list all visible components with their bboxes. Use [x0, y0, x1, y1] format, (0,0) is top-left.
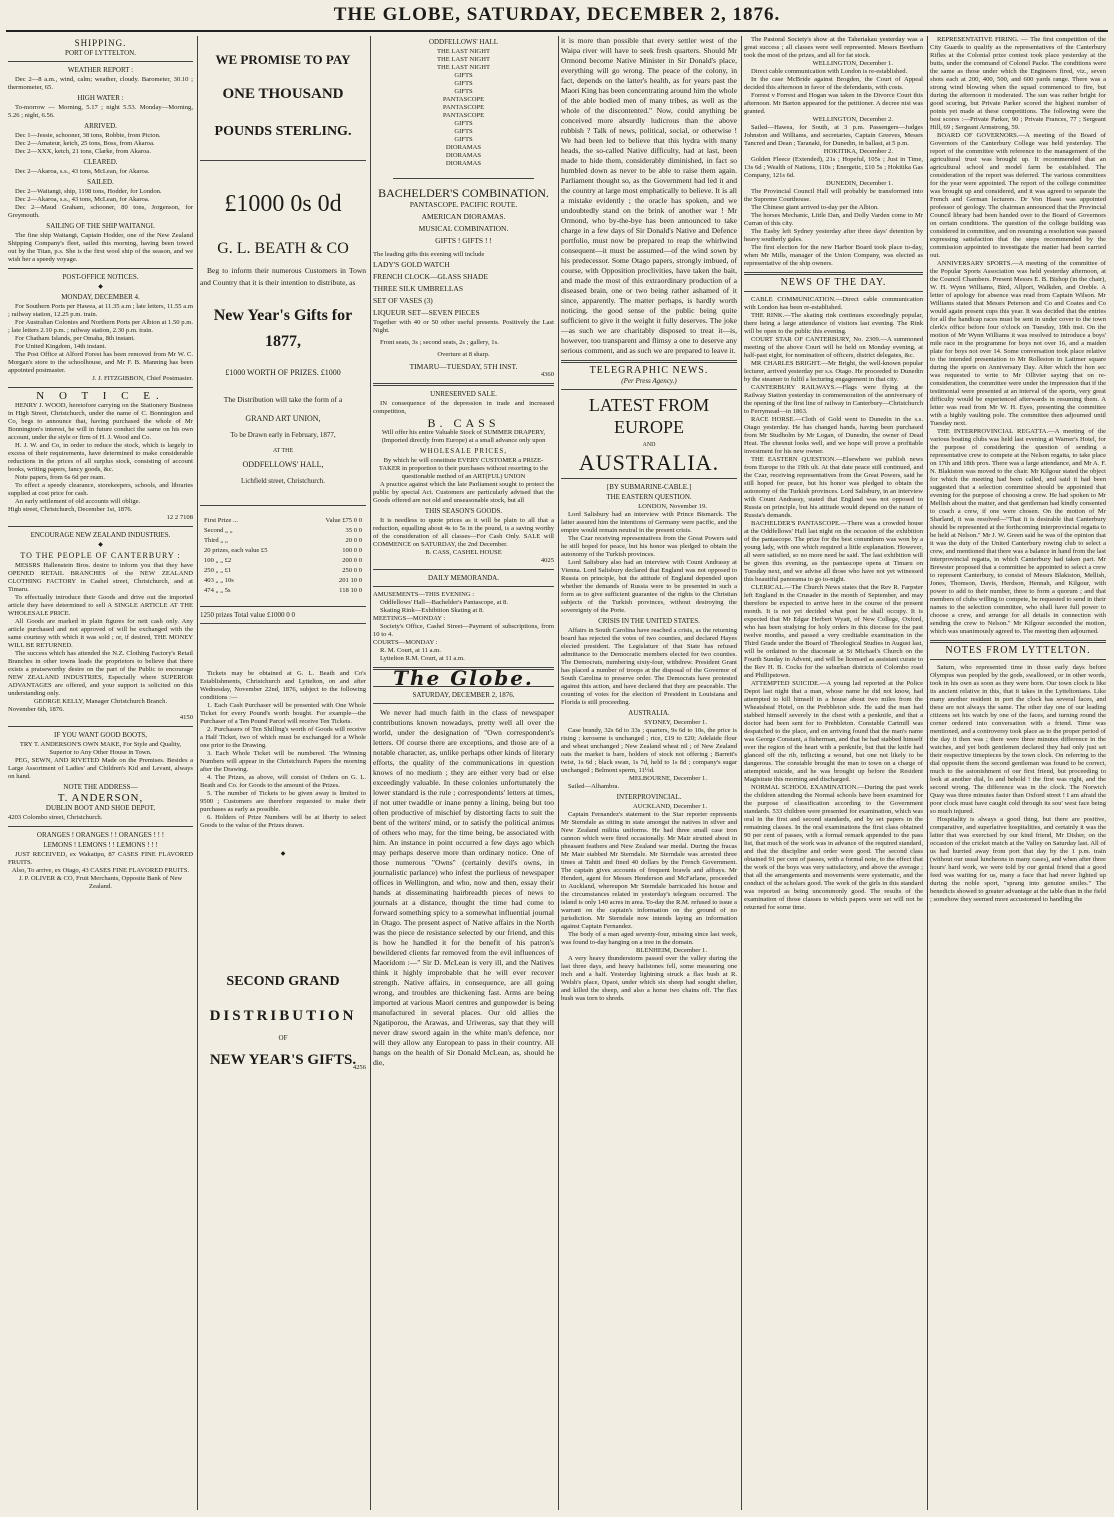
- cass-number: 4025: [540, 557, 554, 564]
- anderson-address: 4203 Colombo street, Christchurch.: [8, 814, 103, 821]
- timaru-number: 4360: [540, 371, 554, 378]
- fruit-text: JUST RECEIVED, ex Wakatipu, 87 CASES FINE FLAVORED FRUITS.: [8, 851, 193, 866]
- prize-label: 403 „ „ 10s: [204, 577, 234, 584]
- gift-line: LIQUEUR SET—SEVEN PIECES: [373, 308, 480, 317]
- bill-line: DIORAMAS: [445, 144, 482, 151]
- gift-line: FRENCH CLOCK—GLASS SHADE: [373, 272, 489, 281]
- prize-row: [204, 566, 362, 576]
- interprovincial-heading: INTERPROVINCIAL.: [616, 793, 682, 801]
- divider: [373, 569, 554, 570]
- masthead-rule: [6, 30, 1108, 32]
- bachelder-line: GIFTS ! GIFTS ! !: [435, 236, 492, 245]
- cass-text: By which he will constitute EVERY CUSTOMER a PRIZE-TAKER in proportion to their purchases without resorting to the questionable method of an ART(FUL) UNION: [378, 457, 549, 480]
- news-item: REPRESENTATIVE FIRING. — The first competition of the City Guards to qualify as the representatives of the Canterbury Rifles at the Colonial prize contest took place yesterday at the butts, under the command of Colonel Packe. The conditions were the same as those under which the Engineers fired, viz., seven shots each at 200, 400, 500, and 600 yards range. There was a strong wind blowing when the squad commenced to fire, but during the afternoon it moderated. The sun was rather bright for good scoring, but Private Parker scored the highest number of points yet made at these competitions. The following were the best scores :—Private Parker, 90 ; Private Frances, 77 ; Sergeant Hill, 69 ; Sergeant Armstrong, 59.: [930, 36, 1106, 131]
- bill-line: GIFTS: [454, 72, 473, 79]
- lichfield-line: Lichfield street, Christchurch.: [241, 477, 325, 485]
- amount-heading: £1000 0s 0d: [224, 191, 342, 217]
- column-6: [927, 36, 1108, 1510]
- bill-line: THE LAST NIGHT: [437, 56, 490, 63]
- boots-heading: IF YOU WANT GOOD BOOTS,: [53, 731, 147, 739]
- encourage-heading: ENCOURAGE NEW ZEALAND INDUSTRIES.: [30, 531, 171, 539]
- divider: [8, 61, 193, 62]
- column-3: [370, 36, 556, 1510]
- news-item: COURT STAR OF CANTERBURY, No. 2309.—A summoned meeting of the above Court will be held on Monday evening, at half-past eight, for nomination of officers, district delegates, &c.: [744, 336, 923, 359]
- prize-row: [204, 586, 362, 596]
- post-item: For Australian Colonies and Northern Ports per Albion at 1.50 p.m. ; late letters 2.10 p.m. ; railway station, 2.30 p.m. train.: [8, 319, 193, 334]
- people-text: The success which has attended the N.Z. Clothing Factory's Retail Branches in other towns leads the proprietors to believe that there exists a praiseworthy desire on the part of the Public to encourage NEW ZEALAND INDUSTRIES, Especially where SUPERIOR ADVANTAGES are offered, and your support is solicited on this understanding only.: [8, 650, 193, 697]
- boots-text: PEG, SEWN, AND RIVETED Made on the Premises. Besides a Large Assortment of Ladies' and Children's Kid and Levant, always on hand.: [8, 757, 193, 780]
- news-item: THE EASTERN QUESTION.—Elsewhere we publish news from Europe to the 19th ult. At that date peace still continued, and the Czar, receiving representatives from the Great Powers, said he still hoped for peace, but his honor was pledged to obtain the autonomy of the Turkish provinces. Lord Salisbury, in an interview with Count Andrassy, stated that England was not opposed to Russia on principle, but his attitude would depend on the nature of Russia's demands.: [744, 456, 923, 519]
- port-heading: PORT OF LYTTELTON.: [65, 49, 136, 57]
- arrived-heading: ARRIVED.: [84, 122, 117, 130]
- memo-item: Oddfellows' Hall—Bachelder's Pantascope, at 8.: [380, 599, 508, 606]
- prize-label: Second „ „: [204, 527, 233, 534]
- news-item: Case brandy, 32s 6d to 33s ; quarters, 9s 6d to 10s, the price is rising ; kerosene is unchanged ; rice, £19 to £20; Adelaide flour and wheat unchanged ; New Zealand wheat nil ; of New Zealand oats the market is bare, holders of stock not offering ; Barrett's twist, 1s 6d ; black swan, 1s 7d, held to 1s 8d ; company's sugar unchanged ; Belmont sperm, 11½d.: [561, 727, 737, 774]
- prize-value: 20 0 0: [345, 537, 362, 544]
- hall-heading: ODDFELLOWS' HALL: [428, 38, 499, 46]
- news-item: CABLE COMMUNICATION.—Direct cable communication with London has been re-established.: [744, 296, 923, 311]
- news-item: The body of a man aged seventy-four, missing since last week, was found to-day hanging on a tree in the domain.: [561, 931, 737, 946]
- prize-value: 35 0 0: [345, 527, 362, 534]
- bill-line: GIFTS: [454, 136, 473, 143]
- divider: [200, 606, 366, 607]
- people-text: MESSRS Hallenstein Bros. desire to inform you that they have OPENED RETAIL BRANCHES of the NEW ZEALAND CLOTHING FACTORY in Cashel street, Christchurch, and at Timaru.: [8, 562, 193, 593]
- sailed-item: Dec 2—Akaroa, s.s., 43 tons, McLean, for Akaroa.: [15, 196, 150, 203]
- boots-address-heading: NOTE THE ADDRESS—: [63, 783, 138, 791]
- post-item: For Southern Ports per Hawea, at 11.35 a.m ; late letters, 11.55 a.m ; railway station, 12.25 p.m. train.: [8, 303, 193, 318]
- sailed-item: Dec 2—Waitangi, ship, 1198 tons, Hodder, for London.: [15, 188, 162, 195]
- bill-line: PANTASCOPE: [442, 104, 485, 111]
- season-line: THIS SEASON'S GOODS.: [424, 507, 503, 515]
- dateline: MELBOURNE, December 1.: [628, 775, 707, 782]
- double-divider: [373, 383, 554, 386]
- news-item: A very heavy thunderstorm passed over the valley during the last three days, and heavy hailstones fell, some measuring one inch and a half. Yesterday lightning struck a flax bush at R. Welsh's place, Opaoi, under which six sheep had sought shelter, and killed the sheep, and also a horse two chains off. The flax bush was torn to shreds.: [561, 955, 737, 1002]
- news-item: The Easby left Sydney yesterday after three days' detention by heavy southerly gales.: [744, 228, 923, 243]
- news-item: Sailed—Hawea, for South, at 3 p.m. Passengers—Judges Johnston and Williams, and secretaries, Captain Greeves, Messrs Tancred and Dean ; Taranaki, for Dunedin, in ballast, at 5 p.m.: [744, 124, 923, 147]
- divider: [373, 703, 554, 704]
- people-text: All Goods are marked in plain figures for nett cash only. Any article purchased and not approved of will be exchanged with the same courtesy with which it was sold ; or, if desired, THE MONEY WILL BE RETURNED.: [8, 618, 193, 649]
- divider: [744, 291, 923, 292]
- post-signature: J. J. FITZGIBBON, Chief Postmaster.: [92, 375, 193, 382]
- column-1: [6, 36, 195, 1510]
- dateline: SYDNEY, December 1.: [644, 719, 707, 726]
- news-item: Lord Salisbury also had an interview with Count Andrassy at Vienna. Lord Salisbury declared that England was not opposed to Russia on principle, but the attitude of England depended upon whether the demands of Russia were to be presented in such a form as to give sufficient guarantee of the rights to the Christian subjects of the Turkish provinces, without destroying the sovereignty of the Porte.: [561, 559, 737, 614]
- meetings-heading: MEETINGS—MONDAY :: [373, 615, 446, 622]
- memo-item: Society's Office, Cashel Street—Payment of subscriptions, from 10 to 4.: [373, 623, 554, 638]
- prize-row: [204, 526, 362, 536]
- news-item: Saturn, who represented time in those early days before Olympus was peopled by the gods, swallowed, or in other words, took in his own as soon as they were born. Our town clock is like its ancient relative in this, that it takes in the Lytteltonians. Like many another resident in port the clock has several faces, and these are not always the same. The other day one of our leading citizens set his watch by one of the faces, and turning round the corner ordered into conversation with a friend. Time was mentioned, and a controversy took place as to the proper period of the day it then was ; there were three minutes difference in the watches, and yet both gentlemen declared they had only just set their respective timepieces by the town clock. On referring to the dial opposite them the second gentleman was found to be correct, much to the astonishment of our first friend, but proceeding to look at another dial, lo and behold ! the first was right, and the second wrong. The difference was in the clock. The Norwich Quay was three minutes faster than Oxford street ! I am afraid the poor clock must have caught cold through its sou' west face being so much injured.: [930, 664, 1106, 815]
- thousand-heading: ONE THOUSAND: [222, 86, 344, 102]
- people-text: To effectually introduce their Goods and drive out the imported article they have determined to sell A SINGLE ARTICLE AT THE WHOLESALE PRICE.: [8, 594, 193, 617]
- waitangi-heading: SAILING OF THE SHIP WAITANGI.: [46, 222, 155, 230]
- people-signature: GEORGE KELLY, Manager Christchurch Branch.: [33, 698, 168, 705]
- weather-report: Dec 2—8 a.m., wind, calm; weather, cloudy. Barometer, 30.10 ; thermometer, 65.: [8, 76, 193, 91]
- bill-line: GIFTS: [454, 80, 473, 87]
- agency-line: (Per Press Agency.): [621, 377, 677, 385]
- second-heading: SECOND GRAND: [226, 974, 340, 989]
- post-item: For United Kingdom, 14th instant.: [15, 343, 107, 350]
- telegraphic-heading: TELEGRAPHIC NEWS.: [589, 365, 709, 376]
- post-item: The Post Office at Alford Forest has been removed from Mr W. C. Morgan's store to the schoolhouse, and Mr F. B. Manning has been appointed postmaster.: [8, 351, 193, 374]
- bill-line: DIORAMAS: [445, 152, 482, 159]
- dateline: WELLINGTON, December 2.: [812, 116, 893, 123]
- memo-item: Lyttelton R.M. Court, at 11 a.m.: [380, 655, 465, 662]
- prize-row: [204, 576, 362, 586]
- dateline: BLENHEIM, December 1.: [635, 947, 707, 954]
- prize-total: 1250 prizes Total value £1000 0 0: [200, 611, 296, 619]
- ornament-icon: ◆: [98, 284, 103, 290]
- prize-row: [204, 546, 362, 556]
- arrived-item: Dec 2—XXX, ketch, 21 tons, Clarke, from Akaroa.: [15, 148, 151, 155]
- news-item: Forrest v Forrest and Hogan was taken in the Divorce Court this afternoon. Mr Barton appeared for the petitioner. A decree nisi was granted.: [744, 92, 923, 115]
- gift-line: THREE SILK UMBRELLAS: [373, 284, 463, 293]
- news-item: Hospitality is always a good thing, but there are positive, comparative, and superlative hospitalities, and certainly it was the latter that was exercised by our kind friend, Mr Disher, on the occasion of the cricket match at the Valley on Saturday last. All of us had hurried away from port that day by the 1 p.m. train (without our usual luncheons in many cases), and when after three hours' hard work, we were told by our genial friend that a good feed was waiting for us, many a face that had never lighted up during the noble sport, "sprang into genuine smiles." The benedicts showed to greater advantage at the table than in the field ; somehow they seemed more accustomed to handling the: [930, 816, 1106, 903]
- news-of-day-heading: NEWS OF THE DAY.: [780, 277, 887, 288]
- notice-address: High street, Christchurch, December 1st, 1876.: [8, 506, 133, 513]
- eastern-heading: THE EASTERN QUESTION.: [606, 493, 692, 501]
- dateline: LONDON, November 19.: [638, 503, 707, 510]
- divider: [8, 526, 193, 527]
- prize-label: 100 „ „ £2: [204, 557, 232, 564]
- prize-value: 201 10 0: [338, 577, 362, 584]
- notice-heading: N O T I C E.: [36, 390, 165, 402]
- news-item: Direct cable communication with London is re-established.: [751, 68, 908, 75]
- prize-label: 20 prizes, each value £5: [204, 547, 268, 554]
- news-item: ANNIVERSARY SPORTS.—A meeting of the committee of the Popular Sports Association was held yesterday afternoon, at the Council Chambers. Present Messrs E. B. Bishop (in the chair), W. H. Wynn Williams, Bird, Allport, Walkden, and Oreble. A letter of apology for absence was read from Captain Wilson. Mr Williams stated that Messrs Peterson and Co and Coates and Co would again present cups this year. It was decided that the entries for all the handicap races must be sent in under cover to the town clerk's office before four o'clock on Tuesday, 19th inst. On the motion of Mr Wynn Williams it was resolved to introduce a boys' mile race in the programme for boys not over 16, and a maiden plate for boys not over 14. Some conversation took place relative to the intended presentation to Mr Rolleston in Latimer square during the sports on Anniversary Day. After which the hon sec was requested to write to Mr Ollivier saying that on re-consideration, the committee were under the impression that if the testimonial were presented at an interval of the sports, very great difficulty would be experienced afterwards in resuming them. A letter was read from Mr W. H. Eyes, presenting the committee with a highly vaulting pole. The committee then adjourned until Tuesday next.: [930, 260, 1106, 427]
- hall-line: ODDFELLOWS' HALL,: [242, 460, 324, 469]
- leading-text: The leading gifts this evening will include: [373, 251, 485, 258]
- news-item: BOARD OF GOVERNORS.—A meeting of the Board of Governors of the Canterbury College was held yesterday. The report of the committee with reference to the management of the agricultural trust was brought up. It recommended that an agricultural school and model farm be established. The consideration of the report was deferred. The various committees for the year were appointed. The report of the college committee was brought up and considered, and it was agreed to separate the French and German lecturers. Dr Von Haast was appointed professor of geology. The chairman announced that the Provincial Council library had been handed over to the Board of Governors on certain conditions. The question of the college building was considered in committee, and on resuming a resolution was passed expressing satisfaction that the steps recommended by the commission appointed to investigate the matter had been carried out.: [930, 132, 1106, 259]
- beath-text: Beg to inform their numerous Customers in Town and Country that it is their intention to distribute, as: [200, 266, 366, 287]
- news-item: The first election for the new Harbor Board took place to-day, when Mr Mills, manager of the Union Company, was elected as representative of the ship owners.: [744, 244, 923, 267]
- and-line: AND: [642, 442, 656, 448]
- overture-text: Overture at 8 sharp.: [437, 351, 490, 358]
- cass-text: Will offer his entire Valuable Stock of SUMMER DRAPERY, (Imported directly from Europe) at a small advance only upon: [381, 429, 546, 444]
- condition-item: 1. Each Cash Purchaser will be presented with One Whole Ticket for every Pound's worth bought. For example—the Purchaser of a Ten Pound Parcel will receive Ten Tickets.: [200, 702, 366, 725]
- prize-value: Value £75 0 0: [325, 517, 362, 524]
- news-item: THE RINK.—The skating rink continues exceedingly popular, there being a large attendance of visitors last evening. The Rink will be open to the public this evening.: [744, 312, 923, 335]
- distribution-heading: DISTRIBUTION: [209, 1008, 357, 1024]
- bachelder-line: PANTASCOPE. PACIFIC ROUTE.: [409, 200, 518, 209]
- tickets-text: Tickets may be obtained at G. L. Beath and Co's Establishments, Christchurch and Lyttelton, on and after Wednesday, November 22nd, 1876, subject to the following conditions :—: [200, 670, 366, 701]
- news-item: Captain Fernandez's statement to the Star reporter represents Mr Sterndale as sitting in state amongst the natives in silver and New Zealand militia uniforms. He had three small case iron cannon which were fired occasionally. Mr Mair strutted about in pheasant feathers and New Zealand war medal. During the fracas Mr Mair stabbed Mr Sterndale. Mr Sterndale was arrested three times at Tahiti and fined 40 dollars by the French Government. The captain gives accounts of frequent brawls and affrays. Mr Hendert, agent for Messrs Henderson and McFarlane, proceeded to Auckland, whereupon Mr Sterndale barricaded his house and the circumstances related in yesterday's telegram occurred. The island is only 140 acres in area. To-day the R.M. refused to issue a warrant on the captain's information on the ground of no jurisdiction. Mr Sterndale now intends laying an information against Captain Fernandez.: [561, 811, 737, 930]
- us-heading: CRISIS IN THE UNITED STATES.: [598, 617, 700, 625]
- notice-text: An early settlement of old accounts will oblige.: [15, 498, 141, 505]
- masthead: THE GLOBE, SATURDAY, DECEMBER 2, 1876.: [333, 4, 781, 25]
- prize-label: First Prize ...: [204, 517, 238, 524]
- dateline: AUCKLAND, December 1.: [633, 803, 707, 810]
- dateline: DUNEDIN, December 1.: [825, 180, 893, 187]
- people-number: 4150: [179, 714, 193, 721]
- double-divider: [744, 272, 923, 275]
- post-date: MONDAY, DECEMBER 4.: [61, 293, 140, 301]
- news-item: NORMAL SCHOOL EXAMINATION.—During the past week the children attending the Normal schools have been examined for the purpose of classification according to the Government standards. 533 children were presented for examination, which was oral in the first and second standards, and by set papers in the remaining classes. In the oral examinations the first class obtained 90 per cent of passes, with a formal remark appended to the pass list, that much of the work was in advance of the required standard, and that the discipline and order were good. The second class obtained 91 per cent of passes, with a formal note, to the effect that the work of the boys was very satisfactory, and above the average ; that all the arrangements and movements were systematic, and the conduct of the scholars good. The work of the girls in this standard was reported as being uncommonly good. The results of the examination of those classes to which papers were set will not be returned for some time.: [744, 784, 923, 911]
- cass-text: It is needless to quote prices as it will be plain to all that a reduction, equalling about 4s to 5s in the pound, is a saving worthy of the consideration of all classes—For Cash Only. SALE will COMMENCE on SATURDAY, the 2nd December.: [373, 517, 554, 548]
- gift-list: [373, 259, 554, 319]
- double-divider: [561, 360, 737, 363]
- wholesale-line: WHOLESALE PRICES,: [420, 447, 507, 455]
- weather-heading: WEATHER REPORT :: [67, 66, 134, 74]
- boots-text: TRY T. ANDERSON'S OWN MAKE, For Style and Quality, Superior to Any Other House in Town.: [19, 741, 182, 756]
- condition-item: 6. Holders of Prize Numbers will be at liberty to select Goods to the value of the Prizes drawn.: [200, 814, 366, 829]
- bachelder-heading: BACHELDER'S COMBINATION.: [378, 186, 549, 200]
- news-item: THE INTERPROVINCIAL REGATTA.—A meeting of the various boating clubs was held last evening at Warner's Hotel, for the purpose of considering the question of sending a representative crew to compete at the Nelson regatta, to take place on 17th and 18th prox. There was a large attendance, and Mr A. F. N. Blakiston was moved to the chair. Mr Kilgour stated the object for which the meeting had been called, and said it had been suggested that a selection committee should be appointed that evening for the purpose of choosing a crew. He had spoken to Mr Mellish about the matter, and that gentleman had kindly consented to coach a crew, if one were chosen. On the motion of Mr Sharland, it was resolved—"That it is desirable that Canterbury should be represented at the forthcoming interprovincial regatta to be held at Nelson." Mr J. W. Green said he was of the opinion that it was the duty of the United Canterbury rowing club to select a crew, and mentioned that there was a balance in hand from the last interprovincial regatta, in which Canterbury had taken part. Mr Brewster proposed that a committee be appointed to select a crew to represent Canterbury, to consist of Messrs Blakiston, Mellish, Jones, Thomson, Davis, Herdson, Hennah, and Kilgour, with power to add to their number, three to form a quorum ; and that members of clubs willing to compete, be requested to send in their names to the selection committee, who shall have full power to choose a crew, and arrange for all details in connection with sending the crew to Nelson." Mr Kilgour seconded the motion, which was unanimously agreed to. The meeting then adjourned.: [930, 428, 1106, 635]
- divider: [200, 160, 366, 161]
- cass-address: B. CASS, CASHEL HOUSE: [425, 549, 502, 556]
- notice-text: To effect a speedy clearance, storekeepers, schools, and libraries supplied at cost price for cash.: [8, 482, 193, 497]
- news-item: ATTEMPTED SUICIDE.—A young lad reported at the Police Depot last night that a man, whose name he did not know, had attempted to kill himself in a house about two miles from the Wheatsheaf Hotel, on the Prebbleton side. He said the man had stabbed himself severely in the chest with a penknife, and that a doctor had been sent for to Prebbleton. Constable Cartmill was despatched to the place, and on arriving found that the man's name was George Constant, a fisherman, and that he had stabbed himself over the region of the heart with a penknife, but that the knife had glanced off the rib, inflicting a wound, but one not likely to be dangerous. The constable brought the man to town on a charge of attempted suicide, and he was brought up before the Resident Magistrate this morning and discharged.: [744, 680, 923, 783]
- gifts-heading: New Year's Gifts for 1877,: [213, 307, 353, 350]
- notice-number: 12 2 7108: [166, 514, 193, 521]
- cass-intro: IN consequence of the depression in trade and increased competition,: [373, 400, 554, 415]
- shipping-heading: SHIPPING.: [74, 38, 127, 48]
- news-item: Golden Fleece (Extended), 21s ; Hopeful, 105s ; Just in Time, 13s 6d ; Wealth of Nations, 110s ; Energetic, £10 5s ; Hokitika Gas Company, 121s 6d.: [744, 156, 923, 179]
- news-item: MR CHARLES BRIGHT.—Mr Bright, the well-known popular lecturer, arrived yesterday per s.s. Otago. He proceeded to Dunedin by the steamer to fulfil a lecturing engagement in that city.: [744, 360, 923, 383]
- cass-name: B. CASS: [427, 416, 500, 430]
- nyg-number: 4256: [352, 1064, 366, 1071]
- gift-line: LADY'S GOLD WATCH: [373, 260, 450, 269]
- sailed-item: Dec 2—Maud Graham, schooner, 80 tons, Jorgenson, for Greymouth.: [8, 204, 193, 219]
- bill-line: THE LAST NIGHT: [437, 64, 490, 71]
- oliver-signature: J. P. OLIVER & CO, Fruit Merchants, Opposite Bank of New Zealand.: [18, 875, 183, 890]
- column-5: [741, 36, 925, 1510]
- lyttelton-heading: NOTES FROM LYTTELTON.: [945, 645, 1091, 656]
- bachelder-line: AMERICAN DIORAMAS.: [421, 212, 506, 221]
- cleared-heading: CLEARED.: [83, 158, 118, 166]
- people-heading: TO THE PEOPLE OF CANTERBURY :: [20, 551, 181, 560]
- cable-line: [BY SUBMARINE-CABLE.]: [606, 483, 692, 491]
- divider: [8, 726, 193, 727]
- bachelder-line: MUSICAL COMBINATION.: [418, 224, 509, 233]
- bill-line: DIORAMAS: [445, 160, 482, 167]
- drawn-line: To be Drawn early in February, 1877,: [230, 431, 336, 439]
- news-item: CANTERBURY RAILWAYS.—Flags were flying at the Railway Station yesterday in commemoration of the anniversary of the opening of the first line of railway in Canterbury—Christchurch to Ferrymead—in 1863.: [744, 384, 923, 415]
- bill-line: GIFTS: [454, 128, 473, 135]
- prize-label: 474 „ „ 5s: [204, 587, 231, 594]
- news-item: Sailed—Alhambra.: [568, 783, 620, 790]
- divider: [373, 586, 554, 587]
- condition-item: 5. The number of Tickets to be given away is limited to 9500 ; Customers are therefore requested to make their purchases as early as possible.: [200, 790, 366, 813]
- anderson-name: T. ANDERSON,: [57, 792, 144, 804]
- anderson-depot: DUBLIN BOOT AND SHOE DEPOT,: [45, 804, 156, 812]
- dateline: HOKITIKA, December 2.: [823, 148, 893, 155]
- together-text: Together with 40 or 50 other useful presents. Positively the Last Night.: [373, 319, 554, 334]
- date-line: SATURDAY, DECEMBER 2, 1876.: [412, 691, 515, 699]
- beath-heading: G. L. BEATH & CO: [217, 240, 349, 257]
- latest-heading: LATEST FROM EUROPE: [588, 395, 710, 437]
- arrived-item: Dec 1—Jessie, schooner, 38 tons, Robbie, from Picton.: [15, 132, 161, 139]
- courts-heading: COURTS—MONDAY :: [373, 639, 438, 646]
- double-divider: [930, 640, 1106, 643]
- divider: [930, 659, 1106, 660]
- news-item: The horses Mechanic, Little Dan, and Dolly Varden come to Mr Curran of this city.: [744, 212, 923, 227]
- memo-item: Skating Rink—Exhibition Skating at 8.: [380, 607, 484, 614]
- bill-line: GIFTS: [454, 120, 473, 127]
- pounds-heading: POUNDS STERLING.: [214, 124, 352, 139]
- bachelder-lines: [373, 199, 554, 247]
- notice-text: Note papers, from 6s 6d per ream.: [15, 474, 106, 481]
- column-4: [558, 36, 739, 1510]
- notice-text: H. J. W. and Co, in order to reduce the stock, which is largely in excess of their requirements, have determined to make considerable reductions in the prices of all surplus stock, consisting of account books, writing papers, fancy goods, &c.: [8, 442, 193, 473]
- divider: [393, 178, 534, 179]
- bill-list: [373, 48, 554, 168]
- divider: [200, 623, 366, 624]
- waitangi-text: The fine ship Waitangi, Captain Hodder, one of the New Zealand Shipping Company's fleet, sailed this morning, having been towed out by the Titan, p.s. She is the first wool ship of the season, and we wish her a speedy voyage.: [8, 232, 193, 263]
- cleared-item: Dec 2—Akaroa, s.s., 43 tons, McLean, for Akaroa.: [15, 168, 150, 175]
- news-item: The Provincial Council Hall will probably be transformed into the Supreme Courthouse.: [744, 188, 923, 203]
- cass-text: A practice against which the late Parliament sought to protect the public by special Act. Customers are particularly advised that the Goods offered are not old and unseasonable stock, but all: [373, 481, 554, 504]
- divider: [561, 389, 737, 390]
- condition-item: 4. The Prizes, as above, will consist of Orders on G. L. Beath and Co. for Goods to the amount of the Prizes.: [200, 774, 366, 789]
- timaru-line: TIMARU—TUESDAY, 5TH INST.: [409, 362, 518, 371]
- condition-item: 3. Each Whole Ticket will be numbered. The Winning Numbers will appear in the Christchurch Papers the morning after the Drawing.: [200, 750, 366, 773]
- divider: [8, 387, 193, 388]
- nyg-heading: NEW YEAR'S GIFTS.: [209, 1052, 357, 1068]
- worth-line: £1000 WORTH OF PRIZES. £1000: [225, 368, 341, 377]
- ornament-icon: ◆: [98, 542, 103, 548]
- prize-table: [204, 516, 362, 596]
- australia-heading: AUSTRALIA.: [578, 450, 720, 475]
- bill-line: GIFTS: [454, 88, 473, 95]
- prize-value: 200 0 0: [342, 557, 362, 564]
- news-item: The Pastoral Society's show at the Taheriakau yesterday was a great success ; all classes were well represented. Messrs Beetham took the most of the prizes, and all for fat stock.: [744, 36, 923, 59]
- ornament-icon: ◆: [280, 851, 286, 857]
- news-item: BACHELDER'S PANTASCOPE.—There was a crowded house at the Oddfellows' Hall last night on the occasion of the exhibition of the pantascope. The prize for the best conundrum was won by a young lady, with one which required a little explanation. However, all were satisfied, so no more need be said. The last exhibition will be given this evening, as the pantascope opens at Timaru on Tuesday next, and we advise all those who have not yet witnessed this beautiful panorama to go to-night.: [744, 520, 923, 583]
- daily-heading: DAILY MEMORANDA.: [428, 574, 499, 582]
- news-item: The Chinese giant arrived to-day per the Albion.: [751, 204, 879, 211]
- news-item: CLERICAL.—The Church News states that the Rev R. Farpster left England in the Crusader in the month of September, and may therefore be expected to arrive here in the course of the present month. It is not yet decided what post he shall occupy. It is expected that Mr Edgar Herbert Wyatt, of New College, Oxford, who has been studying for holy orders in this diocese for the past twelve months, and passed a very creditable examination in the Third Grade under the Board of Theological Studies in August last, will be ordained to the diaconate at St Michael's Church on the Fourth Sunday in Advent, and will be licensed as assistant curate to the Rev H. B. Cocks for the suburban districts of Colombo road and Phillipstown.: [744, 584, 923, 679]
- post-heading: POST-OFFICE NOTICES.: [62, 273, 139, 281]
- bill-line: THE LAST NIGHT: [437, 48, 490, 55]
- dateline: WELLINGTON, December 1.: [812, 60, 893, 67]
- at-the-line: AT THE: [272, 448, 294, 454]
- australia-subheading: AUSTRALIA.: [628, 709, 670, 717]
- condition-item: 2. Purchasers of Ten Shilling's worth of Goods will receive a Half Ticket, two of which must be exchanged for a Whole one prior to the Drawing.: [200, 726, 366, 749]
- leader-continued: it is more than possible that every settler west of the Waipa river will have to seek fresh quarters. Should Mr Ormond become Native Minister in Sir Donald's place, everything will go wrong. The peace of the colony, in fact, depends on the latter's health, as for years past the Maori King has been concentrating around him the whole of the able bodied men of many tribes, as well as the whole of the discontented." Now, could anything be conceived more absurdly ludicrous than the above rubbish ? Talk of news, political, social, or otherwise ! We had been led to believe that this hydra with many heads, the so-called Native difficulty, had at last, been made to hide them, considerably diminished, in fact so humbled down as never to be able to raise them again. Parliament thought so, as the Government had led it and the country at large most emphatically to believe. It is all a mistake evidently ; the oracle has spoken, and we undoubtedly stand on the brink of another war ! Mr Ormond, who by-the-bye has been announced to take charge in a few days of Sir Donald's Native and Defence portfolio, must now be prepared to reap the whirlwind consequent—it must be assumed—of the wind sown by his predecessor. Some Otago papers, strongly imbued, of course, with Opposition proclivities, have taken the bait, and made the most of this extraordinary production of a diseased brain, one or two being rather ashamed of it since, apparently. The matter perhaps, is hardly worth noticing, the good sense of the public being quite sufficient to give it the weight it fully deserves. The joke—as such we are charitably disposed to treat it—is, however, too transparent and flimsy a one to deserve any serious comment, and as such we are prepared to leave it.: [561, 36, 737, 355]
- bill-line: PANTASCOPE: [442, 96, 485, 103]
- of-line: OF: [278, 1034, 288, 1042]
- high-water-heading: HIGH WATER :: [77, 94, 124, 102]
- high-water: To-morrow — Morning, 5.17 ; night 5.53. Monday—Morning, 5.26 ; night, 6.56.: [8, 104, 193, 119]
- gift-line: SET OF VASES (3): [373, 296, 433, 305]
- news-item: Lord Salisbury had an interview with Prince Bismarck. The latter assured him the intentions of Germany were pacific, and the empire would remain neutral in the present crisis.: [561, 511, 737, 534]
- distrib-text: The Distribution will take the form of a: [223, 395, 343, 404]
- column-2: [197, 36, 368, 1510]
- memo-item: R. M. Court, at 11 a.m.: [380, 647, 441, 654]
- arrived-item: Dec 2—Amateur, ketch, 25 tons, Boss, from Akaroa.: [15, 140, 155, 147]
- news-item: The Czar receiving representatives from the Great Powers said he still hoped for peace, but his honor was pledged to obtain the autonomy of the Turkish provinces.: [561, 535, 737, 558]
- people-date: November 6th, 1876.: [8, 706, 65, 713]
- prize-value: 100 0 0: [342, 547, 362, 554]
- sailed-heading: SAILED.: [87, 178, 114, 186]
- divider: [8, 826, 193, 827]
- union-line: GRAND ART UNION,: [245, 414, 321, 423]
- leader-text: We never had much faith in the class of newspaper contributions known nowadays, pretty well all over the world, under the designation of "Own correspondent's letters. Of course there are exceptions, and those are of a notable character, as, unlike perhaps other kinds of literary efforts, the quality of the communications in question knows of no medium ; they are either very bad or else exceedingly valuable. In these colonies unfortunately the lower standard is the rule ; correspondents' letters at times, if not utter twaddle or inane penny a lining, being but too often productive of mischief by distorting facts to suit the bent of the writers' mind, or to satisfy the political animus of others who may, for the time being, be associated with him. An instance in point occurred a few days ago which may perhaps deserve more than ordinary notice. One of those numerous "Owns" (certainly devil's owns, in journalistic parlance) who infest the purlieus of newspaper offices in Wellington, and who, now and then, essay their hands at disseminating hairbreadth pieces of news to journals at a distance, thought the time had come to forward something spicy to a somewhat influential journal in Otago. The present aspect of Native affairs in the North was the piece de resistance selected by our friend, and this is how he handled it for the benefit of his patron's bewildered clients far removed from the evil influences of Maoridom :—" Sir D. McLean is very ill, and the Natives think it highly improbable that he will ever recover strength. Native affairs, in consequence, are all going wrong, and troubles are thickening fast. Arms are being imported at various Maori centres and gunpowder is being manufactured in several places. Our old allies the Ngatiporou, the Arawas, and Uriweras, say that they will never draw sword again in the white man's defence, nor will they allow any European to pass in their country. All hangs on the health of Sir Donald McLean, as, should he die,: [373, 708, 554, 1067]
- prize-label: Third „ „: [204, 537, 228, 544]
- fruit-text: Also, To arrive, ex Otago, 43 CASES FINE FLAVORED FRUITS.: [11, 867, 190, 874]
- promise-heading: WE PROMISE TO PAY: [215, 52, 351, 67]
- oranges-line: ORANGES ! ORANGES ! ! ORANGES ! ! !: [36, 831, 165, 839]
- post-item: For Chatham Islands, per Omaha, 8th instant.: [15, 335, 135, 342]
- unreserved-heading: UNRESERVED SALE.: [430, 390, 497, 398]
- notice-text: HENRY J. WOOD, heretofore carrying on the Stationery Business in High Street, Christchurch, under the name of C. Bonnington and Co, begs to announce that, having purchased the whole of Mr Bonnington's interest, he will in future conduct the same on his own account, under the style or firm of H. J. Wood and Co.: [8, 402, 193, 441]
- bill-line: PANTASCOPE: [442, 112, 485, 119]
- news-item: In the case McBride against Brogden, the Court of Appeal decided this afternoon in favor of the defendants, with costs.: [744, 76, 923, 91]
- prize-value: 250 0 0: [342, 567, 362, 574]
- prize-row: [204, 556, 362, 566]
- amusements-heading: AMUSEMENTS—THIS EVENING :: [373, 591, 475, 598]
- divider: [200, 505, 366, 506]
- divider: [561, 478, 737, 479]
- prize-row: [204, 536, 362, 546]
- prize-value: 118 10 0: [339, 587, 362, 594]
- prize-label: 250 „ „ £1: [204, 567, 232, 574]
- globe-title: The Globe.: [393, 666, 534, 690]
- prize-row: [204, 516, 362, 526]
- news-item: Affairs in South Carolina have reached a crisis, as the returning board has rejected the votes of two counties, and declared Hayes elected president. The Legislature of that State has refused admittance to the Democratic members elected for two counties. The Democrats, numbering sixty-four, withdrew. President Grant has placed a number of troops at the disposal of the Governor of South Carolina to preserve order. The Democrats have protested against this action, and have declared that they are peaceable. The counting of votes for the election of President in Louisiana and Florida is still proceeding.: [561, 627, 737, 706]
- lemons-line: LEMONS ! LEMONS ! ! LEMONS ! ! !: [43, 841, 158, 849]
- news-item: RACE HORSE.—Cloth of Gold went to Dunedin in the s.s. Otago yesterday. He has changed hands, having been purchased from Mr Studholm by Mr Logan, of Dunedin, the owner of Dead Heat. The chesnut looks well, and we hope will prove a profitable investment for his new owner.: [744, 416, 923, 455]
- seats-text: Front seats, 3s ; second seats, 2s ; gallery, 1s.: [380, 339, 499, 346]
- divider: [8, 268, 193, 269]
